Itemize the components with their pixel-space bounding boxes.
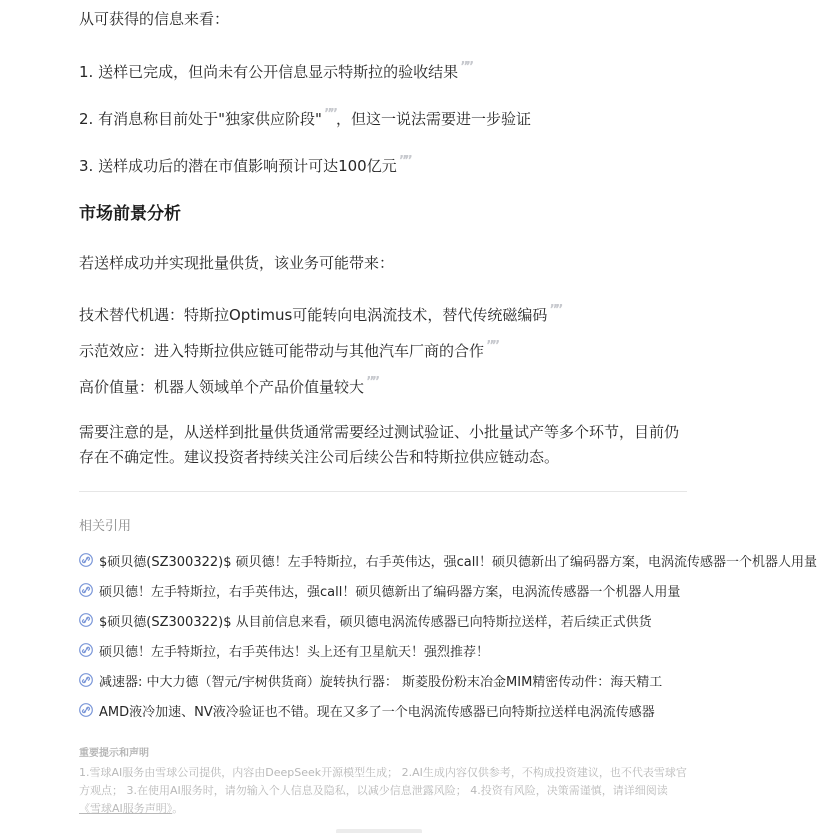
intro-text: 从可获得的信息来看： bbox=[79, 10, 230, 28]
citation-mark-2: ” bbox=[371, 375, 379, 390]
section-heading: 市场前景分析 bbox=[79, 204, 181, 224]
reference-item[interactable] bbox=[79, 551, 817, 570]
finding-2-tail: ，但这一说法需要进一步验证 bbox=[335, 110, 531, 128]
reference-text: $硕贝德(SZ300322)$ 从目前信息来看，硕贝德电涡流传感器已向特斯拉送样，若后续正式供货 bbox=[99, 614, 652, 630]
link-icon bbox=[79, 643, 93, 657]
divider bbox=[79, 491, 687, 492]
citation-mark-2: ” bbox=[491, 339, 499, 354]
citation-mark[interactable]: ” bbox=[398, 154, 406, 169]
citation-mark[interactable]: ” bbox=[323, 107, 331, 122]
reference-text: 减速器: 中大力德（智元/宇树供货商）旋转执行器： 斯菱股份粉末冶金MIM精密传动件：海天精工 bbox=[99, 674, 663, 690]
link-icon bbox=[79, 613, 93, 627]
citation-mark-2: ” bbox=[465, 60, 473, 75]
references-list bbox=[79, 551, 817, 731]
reference-text: AMD液冷加速、NV液冷验证也不错。现在又多了一个电涡流传感器已向特斯拉送样电涡流传感器 bbox=[99, 704, 655, 720]
finding-3-text: 3. 送样成功后的潜在市值影响预计可达100亿元 bbox=[79, 157, 397, 175]
citation-mark[interactable]: ” bbox=[460, 60, 467, 75]
disclaimer-title: 重要提示和声明 bbox=[79, 748, 149, 759]
citation-mark[interactable]: ” bbox=[366, 375, 373, 390]
disclaimer-end: 。 bbox=[172, 802, 184, 815]
reference-item[interactable] bbox=[79, 581, 689, 599]
scroll-handle[interactable] bbox=[336, 829, 422, 833]
link-icon bbox=[79, 583, 93, 597]
references-title: 相关引用 bbox=[79, 519, 132, 534]
reference-text: 硕贝德！左手特斯拉，右手英伟达，强call！硕贝德新出了编码器方案，电涡流传感器一个机器人用量 bbox=[99, 584, 681, 600]
citation-mark[interactable]: ” bbox=[549, 303, 556, 318]
finding-1-text: 1. 送样已完成，但尚未有公开信息显示特斯拉的验收结果 bbox=[79, 63, 459, 81]
finding-2-text: 2. 有消息称目前处于"独家供应阶段" bbox=[79, 110, 322, 128]
reference-item[interactable] bbox=[79, 611, 689, 629]
benefit-item bbox=[79, 299, 561, 327]
benefit-item bbox=[79, 335, 498, 363]
link-icon bbox=[79, 673, 93, 687]
benefit-text: 技术替代机遇：特斯拉Optimus可能转向电涡流技术，替代传统磁编码 bbox=[79, 306, 548, 324]
finding-3 bbox=[79, 150, 411, 178]
benefit-text: 高价值量：机器人领域单个产品价值量较大 bbox=[79, 378, 365, 396]
benefit-item bbox=[79, 371, 378, 399]
citation-mark-2: ” bbox=[404, 154, 411, 169]
benefit-text: 示范效应：进入特斯拉供应链可能带动与其他汽车厂商的合作 bbox=[79, 342, 485, 360]
reference-text: $硕贝德(SZ300322)$ 硕贝德！左手特斯拉，右手英伟达，强call！硕贝德新出了编码器方案，电涡流传感器一个机器人用量 bbox=[99, 554, 817, 570]
reference-text: 硕贝德！左手特斯拉，右手英伟达！头上还有卫星航天！强烈推荐！ bbox=[99, 644, 490, 660]
disclaimer-body: 1.雪球AI服务由雪球公司提供，内容由DeepSeek开源模型生成； 2.AI生成内容仅供参考，不构成投资建议，也不代表雪球官方观点； 3.在使用AI服务时，请勿输入个人信息及隐私，以减少信息泄露风险； 4.投资有风险，决策需谨慎，请详细阅读 bbox=[79, 766, 687, 797]
reference-item[interactable] bbox=[79, 641, 689, 659]
finding-2 bbox=[79, 103, 531, 131]
reference-item[interactable] bbox=[79, 671, 689, 689]
caution-note: 需要注意的是，从送样到批量供货通常需要经过测试验证、小批量试产等多个环节，目前仍存在不确定性。建议投资者持续关注公司后续公告和特斯拉供应链动态。 bbox=[79, 423, 680, 466]
citation-mark[interactable]: ” bbox=[486, 339, 493, 354]
disclaimer-text bbox=[79, 764, 689, 818]
finding-1 bbox=[79, 56, 472, 84]
citation-mark-2: ” bbox=[554, 303, 562, 318]
reference-item[interactable] bbox=[79, 701, 689, 719]
citation-mark-2: ” bbox=[329, 107, 336, 122]
service-statement-link[interactable]: 《雪球AI服务声明》 bbox=[79, 802, 173, 815]
link-icon bbox=[79, 703, 93, 717]
link-icon bbox=[79, 553, 93, 567]
section-intro: 若送样成功并实现批量供货，该业务可能带来： bbox=[79, 254, 395, 272]
